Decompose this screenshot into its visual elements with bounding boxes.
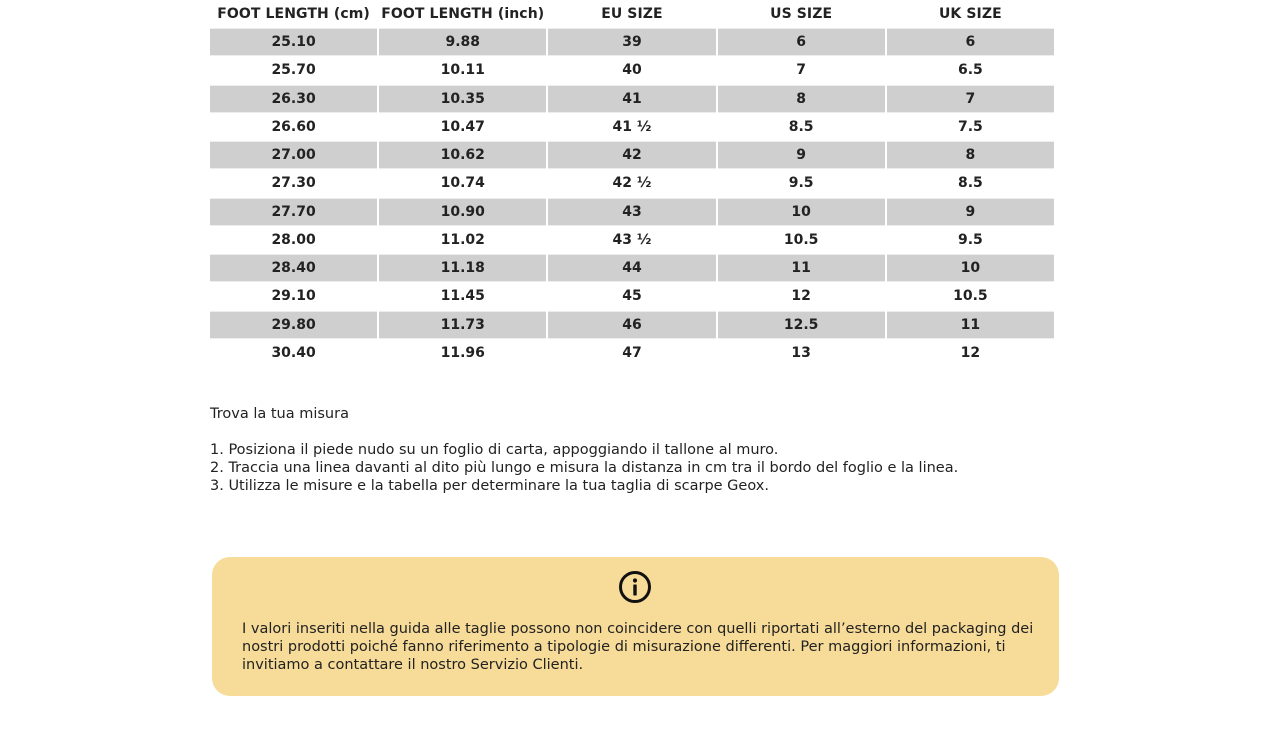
- cell-us: 8.5: [788, 118, 814, 135]
- table-row: [210, 254, 1054, 282]
- cell-us: 7: [796, 62, 807, 79]
- instruction-step-2: 2. Traccia una linea davanti al dito più lungo e misura la distanza in cm tra il bordo del foglio e la linea.: [210, 460, 959, 476]
- cell-eu: 43: [548, 198, 715, 226]
- cell-eu: 42: [548, 141, 715, 169]
- cell-uk: 8: [887, 141, 1054, 169]
- cell-eu: 41 ½: [612, 118, 652, 135]
- cell-cm: 27.30: [271, 175, 316, 192]
- cell-eu: 39: [548, 28, 715, 56]
- cell-us: 10: [718, 198, 885, 226]
- table-row: [210, 311, 1054, 339]
- cell-inch: 10.62: [379, 141, 546, 169]
- cell-uk: 12: [960, 344, 981, 361]
- measurement-instructions: [210, 405, 1070, 495]
- table-row: [210, 56, 1054, 84]
- cell-inch: 11.73: [379, 311, 546, 339]
- cell-eu: 44: [548, 254, 715, 282]
- cell-cm: 27.70: [210, 198, 377, 226]
- cell-cm: 28.00: [271, 231, 316, 248]
- header-uk-size: UK SIZE: [938, 6, 1002, 22]
- table-row: [210, 141, 1054, 169]
- cell-cm: 29.10: [271, 288, 316, 305]
- cell-inch: 11.45: [440, 288, 485, 305]
- header-us-size: US SIZE: [770, 6, 833, 22]
- cell-cm: 28.40: [210, 254, 377, 282]
- cell-inch: 10.74: [440, 175, 485, 192]
- cell-cm: 25.10: [210, 28, 377, 56]
- cell-uk: 10.5: [953, 288, 988, 305]
- cell-inch: 10.11: [440, 62, 485, 79]
- cell-eu: 46: [548, 311, 715, 339]
- cell-uk: 7.5: [957, 118, 983, 135]
- table-row: [210, 28, 1054, 56]
- table-row: [210, 113, 1054, 141]
- cell-uk: 10: [887, 254, 1054, 282]
- table-row: [210, 226, 1054, 254]
- cell-inch: 10.90: [379, 198, 546, 226]
- cell-us: 12: [791, 288, 811, 305]
- cell-us: 9: [718, 141, 885, 169]
- cell-us: 11: [718, 254, 885, 282]
- table-row: [210, 339, 1054, 367]
- header-eu-size: EU SIZE: [601, 6, 663, 22]
- size-disclaimer-notice: [212, 557, 1059, 696]
- instruction-step-1: 1. Posiziona il piede nudo su un foglio di carta, appoggiando il tallone al muro.: [210, 442, 779, 458]
- cell-cm: 30.40: [271, 344, 316, 361]
- cell-cm: 26.30: [210, 85, 377, 113]
- header-foot-length-inch: FOOT LENGTH (inch): [381, 6, 545, 22]
- cell-uk: 11: [887, 311, 1054, 339]
- cell-inch: 9.88: [379, 28, 546, 56]
- cell-eu: 40: [622, 62, 642, 79]
- cell-eu: 43 ½: [612, 231, 652, 248]
- cell-uk: 9: [887, 198, 1054, 226]
- cell-cm: 26.60: [271, 118, 316, 135]
- size-chart-table: [208, 0, 1056, 367]
- table-row: [210, 282, 1054, 310]
- cell-us: 10.5: [783, 231, 819, 248]
- cell-eu: 47: [622, 344, 642, 361]
- cell-inch: 11.02: [440, 231, 485, 248]
- cell-cm: 25.70: [271, 62, 316, 79]
- table-row: [210, 198, 1054, 226]
- cell-uk: 7: [887, 85, 1054, 113]
- cell-us: 6: [718, 28, 885, 56]
- cell-inch: 11.96: [440, 344, 485, 361]
- cell-cm: 27.00: [210, 141, 377, 169]
- cell-inch: 10.35: [379, 85, 546, 113]
- cell-cm: 29.80: [210, 311, 377, 339]
- info-icon: [618, 570, 652, 604]
- cell-us: 12.5: [718, 311, 885, 339]
- table-header-row: [210, 0, 1054, 28]
- cell-uk: 8.5: [957, 175, 983, 192]
- cell-uk: 9.5: [957, 231, 983, 248]
- table-row: [210, 85, 1054, 113]
- notice-text: I valori inseriti nella guida alle taglie possono non coincidere con quelli riportati all’esterno del packaging dei nostri prodotti poiché fanno riferimento a tipologie di misurazione differenti. Per maggiori informazioni, ti invitiamo a contattare il nostro Servizio Clienti.: [242, 621, 1034, 673]
- header-foot-length-cm: FOOT LENGTH (cm): [217, 6, 370, 22]
- cell-uk: 6: [887, 28, 1054, 56]
- cell-inch: 10.47: [440, 118, 485, 135]
- instruction-step-3: 3. Utilizza le misure e la tabella per determinare la tua taglia di scarpe Geox.: [210, 478, 769, 494]
- instructions-title: Trova la tua misura: [210, 406, 349, 422]
- cell-uk: 6.5: [957, 62, 983, 79]
- cell-eu: 45: [622, 288, 642, 305]
- table-row: [210, 169, 1054, 197]
- cell-us: 8: [718, 85, 885, 113]
- cell-eu: 42 ½: [612, 175, 652, 192]
- cell-eu: 41: [548, 85, 715, 113]
- cell-us: 13: [791, 344, 811, 361]
- cell-inch: 11.18: [379, 254, 546, 282]
- cell-us: 9.5: [788, 175, 814, 192]
